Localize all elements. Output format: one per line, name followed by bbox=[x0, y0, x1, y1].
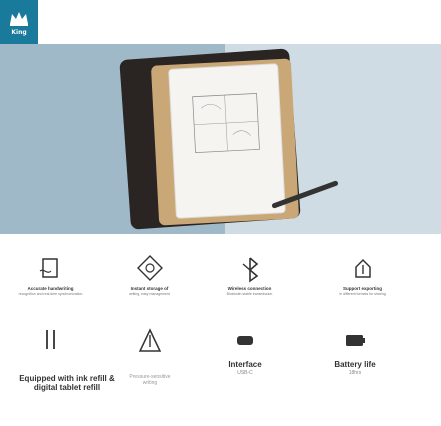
usb-icon bbox=[231, 327, 259, 355]
screen-sketch bbox=[169, 64, 285, 217]
feature-desc: writing, easy management bbox=[129, 292, 170, 297]
logo-text: King bbox=[11, 28, 27, 36]
feature-item bbox=[310, 253, 415, 297]
spec-item bbox=[12, 327, 92, 360]
device-screen bbox=[168, 63, 286, 219]
bottom-left-sub: digital tablet refill bbox=[33, 383, 101, 393]
bottom-mid-text: Pressure-sensitive bbox=[129, 374, 171, 380]
spec-item bbox=[205, 327, 285, 376]
pen-tip-icon bbox=[136, 327, 164, 355]
wireless-icon bbox=[235, 253, 265, 283]
feature-title: Support exporting bbox=[343, 286, 382, 291]
handwriting-icon bbox=[36, 253, 66, 283]
bottom-mid-sub: writing bbox=[142, 380, 158, 386]
feature-desc: recognition and real-time synchronization bbox=[18, 292, 83, 297]
spec-item bbox=[110, 327, 190, 360]
bottom-mid bbox=[110, 374, 190, 386]
brand-logo bbox=[0, 0, 38, 44]
feature-title: Accurate handwriting bbox=[27, 286, 74, 291]
feature-item bbox=[0, 253, 103, 297]
feature-item bbox=[197, 253, 302, 297]
pen-refill-icon bbox=[38, 327, 66, 355]
feature-title: Instant storage of bbox=[130, 286, 169, 291]
crown-icon bbox=[8, 9, 30, 27]
feature-desc: Bluetooth stable transmission bbox=[226, 292, 273, 297]
feature-title: Wireless connection bbox=[227, 286, 272, 291]
spec-value: 18hrs bbox=[348, 370, 362, 376]
spec-label: Interface bbox=[228, 360, 262, 369]
spec-value: USB-C bbox=[237, 370, 253, 376]
storage-icon bbox=[135, 253, 165, 283]
spec-label: Battery life bbox=[334, 360, 376, 369]
export-icon bbox=[348, 253, 378, 283]
bottom-left-title: Equipped with ink refill & bbox=[19, 374, 115, 383]
feature-item bbox=[97, 253, 202, 297]
spec-item bbox=[315, 327, 395, 376]
product-image bbox=[0, 44, 441, 234]
battery-icon bbox=[341, 327, 369, 355]
feature-desc: in different formats for sharing bbox=[339, 292, 386, 297]
